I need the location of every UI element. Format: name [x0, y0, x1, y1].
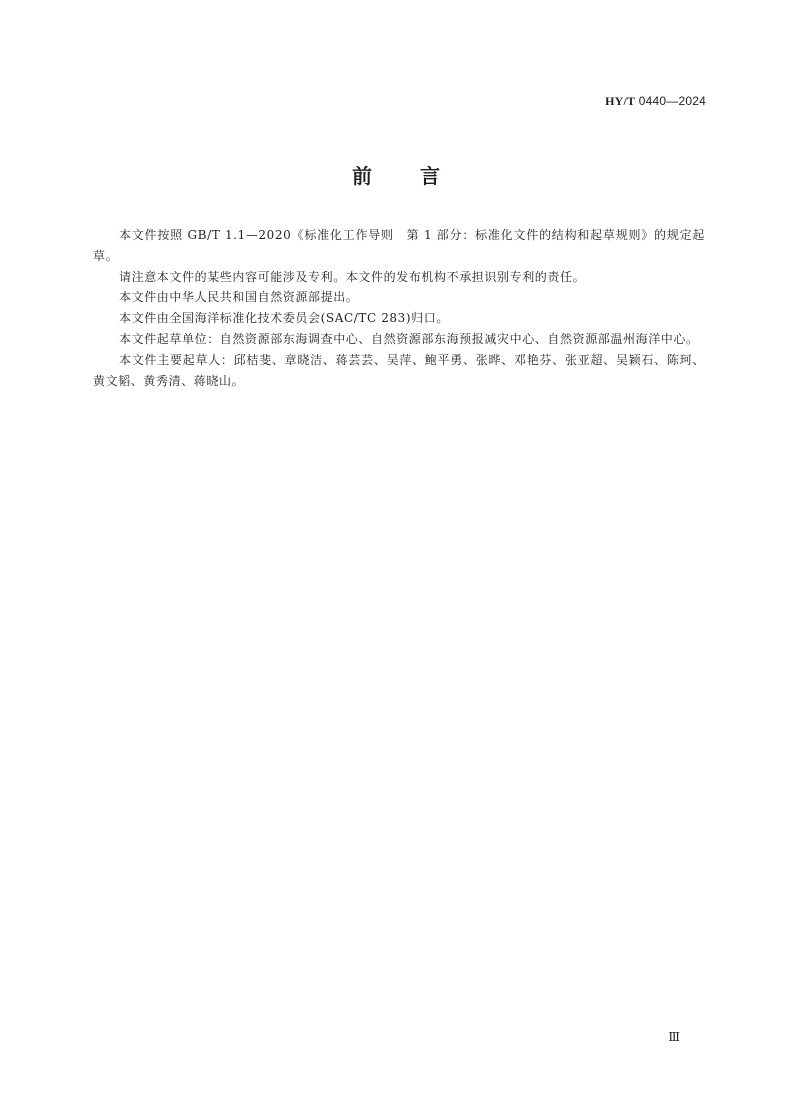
standard-code-prefix: HY/T [605, 94, 636, 108]
foreword-body [93, 225, 705, 391]
page-title: 前言 [352, 164, 488, 188]
paragraph-drafters: 本文件主要起草人：邱桔斐、章晓洁、蒋芸芸、吴萍、鲍平勇、张晔、邓艳芬、张亚超、吴颖石、陈珂、黄文韬、黄秀清、蒋晓山。 [93, 352, 705, 388]
paragraph-patent-notice: 请注意本文件的某些内容可能涉及专利。本文件的发布机构不承担识别专利的责任。 [119, 269, 586, 284]
paragraph-technical-committee: 本文件由全国海洋标准化技术委员会(SAC/TC 283)归口。 [119, 311, 449, 326]
paragraph-drafting-units: 本文件起草单位：自然资源部东海调查中心、自然资源部东海预报减灾中心、自然资源部温州海洋中心。 [119, 331, 699, 346]
paragraph-proposer: 本文件由中华人民共和国自然资源部提出。 [119, 290, 359, 305]
page-number: Ⅲ [668, 1030, 680, 1044]
standard-code-number: 0440—2024 [635, 94, 706, 108]
paragraph-drafting-rules: 本文件按照 GB/T 1.1—2020《标准化工作导则 第 1 部分：标准化文件的结构和起草规则》的规定起草。 [93, 228, 705, 263]
standard-code [605, 94, 706, 109]
